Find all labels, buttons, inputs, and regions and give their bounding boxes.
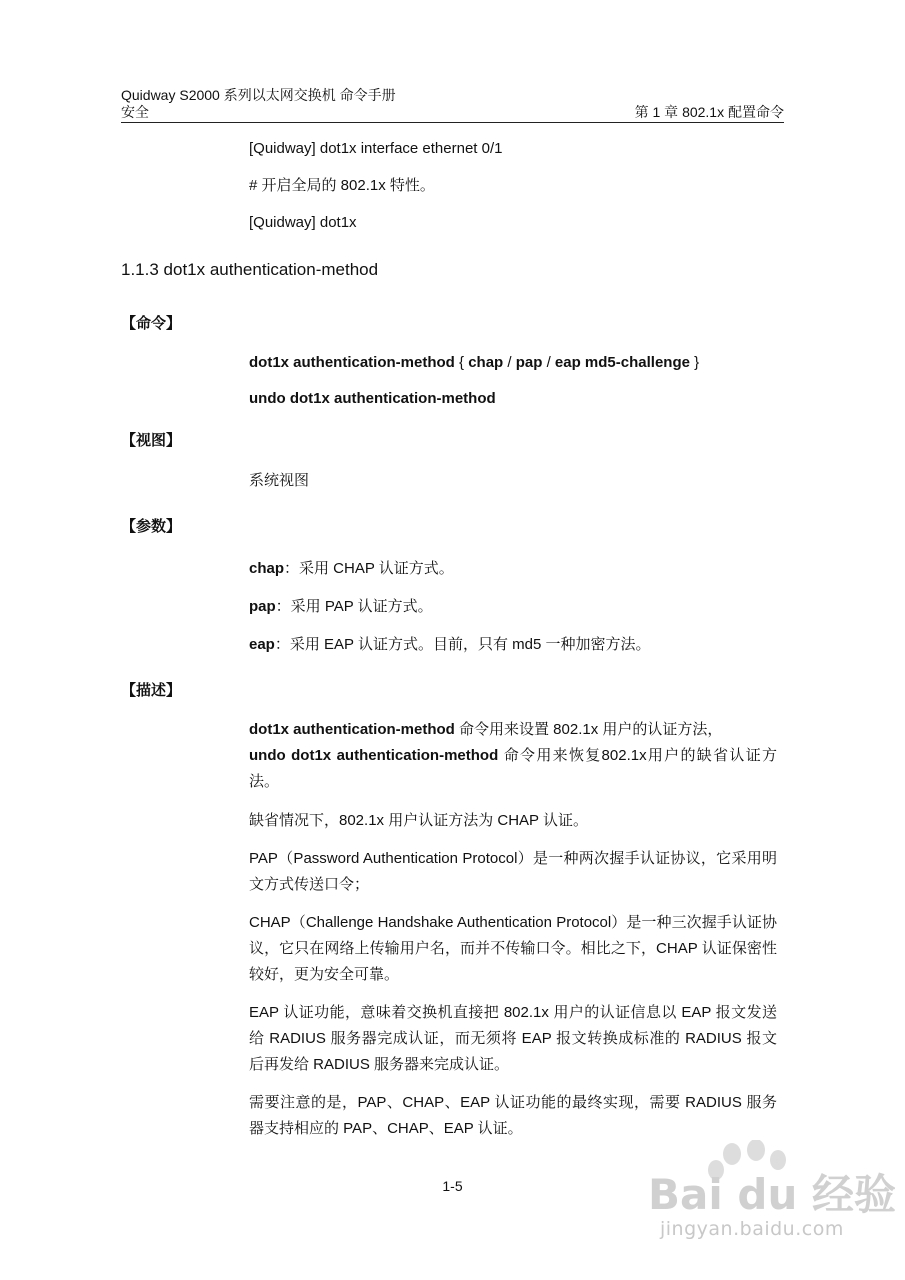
param-desc: ：采用 CHAP 认证方式。: [284, 560, 454, 577]
watermark-logo: Bai du 经验: [648, 1170, 896, 1219]
param-pap: [249, 594, 777, 619]
command-brace-open: {: [454, 354, 469, 371]
param-desc: ：采用 PAP 认证方式。: [275, 598, 433, 615]
example-line-3: [Quidway] dot1x: [249, 214, 357, 231]
param-chap: [249, 556, 777, 581]
command-brace-close: }: [689, 354, 700, 371]
description-paragraph-2: 缺省情况下，802.1x 用户认证方法为 CHAP 认证。: [249, 812, 588, 829]
description-label: 【描述】: [121, 682, 182, 699]
command-undo-syntax: undo dot1x authentication-method: [249, 390, 496, 407]
desc-command: dot1x authentication-method: [249, 721, 455, 738]
desc-undo-command: undo dot1x authentication-method: [249, 747, 499, 764]
view-text: 系统视图: [249, 472, 310, 489]
command-sep-2: /: [542, 354, 555, 371]
command-label: 【命令】: [121, 315, 182, 332]
param-eap: [249, 632, 777, 657]
header-chapter: 第 1 章 802.1x 配置命令: [634, 104, 784, 120]
description-paragraph-1: [249, 717, 777, 795]
section-title: 1.1.3 dot1x authentication-method: [121, 260, 379, 279]
header-part: 安全: [121, 104, 149, 120]
description-paragraph-5: EAP 认证功能，意味着交换机直接把 802.1x 用户的认证信息以 EAP 报文发送给 RADIUS 服务器完成认证，而无须将 EAP 报文转换成标准的 RADIUS 报文后再发给 RADIUS 服务器来完成认证。: [249, 1004, 777, 1073]
command-option-pap: pap: [515, 354, 543, 371]
desc-text: 命令用来设置 802.1x 用户的认证方法，: [454, 721, 723, 738]
description-paragraph-4: CHAP（Challenge Handshake Authentication Protocol）是一种三次握手认证协议，它只在网络上传输用户名，而并不传输口令。相比之下，CHAP 认证保密性较好，更为安全可靠。: [249, 914, 777, 983]
page-number: 1-5: [442, 1178, 463, 1194]
param-desc: ：采用 EAP 认证方式。目前，只有 md5 一种加密方法。: [274, 636, 651, 653]
command-syntax: [249, 350, 777, 375]
param-name: eap: [249, 636, 275, 653]
description-paragraph-3: PAP（Password Authentication Protocol）是一种两次握手认证协议，它采用明文方式传送口令；: [249, 850, 777, 893]
watermark-url: jingyan.baidu.com: [660, 1218, 844, 1240]
command-option-chap: chap: [468, 354, 504, 371]
description-paragraph-6: 需要注意的是，PAP、CHAP、EAP 认证功能的最终实现，需要 RADIUS 服务器支持相应的 PAP、CHAP、EAP 认证。: [249, 1094, 777, 1137]
view-label: 【视图】: [121, 432, 182, 449]
command-keyword: dot1x authentication-method: [249, 354, 455, 371]
header-divider: [121, 122, 784, 123]
header-manual-title: Quidway S2000 系列以太网交换机 命令手册: [121, 87, 396, 103]
param-name: chap: [249, 560, 285, 577]
param-name: pap: [249, 598, 276, 615]
desc-text: 命令用来恢复802.1x用户的缺省认证方法。: [249, 747, 777, 790]
params-label: 【参数】: [121, 518, 182, 535]
example-line-2: # 开启全局的 802.1x 特性。: [249, 177, 435, 194]
command-option-eap: eap md5-challenge: [554, 354, 690, 371]
command-sep-1: /: [503, 354, 516, 371]
example-line-1: [Quidway] dot1x interface ethernet 0/1: [249, 140, 503, 157]
